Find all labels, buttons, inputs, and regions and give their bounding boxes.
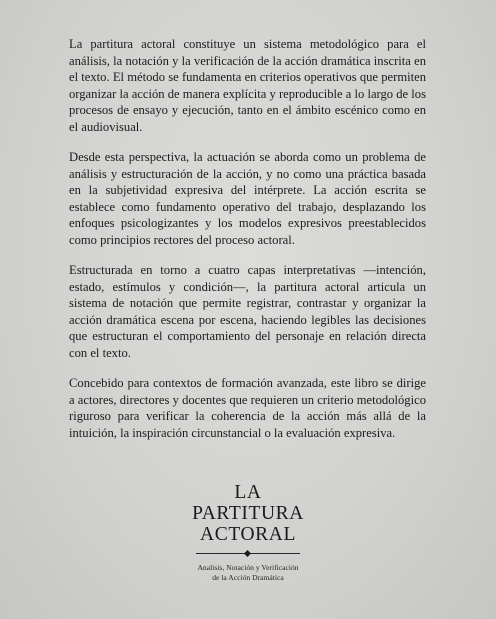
subtitle-line-1: Analisis, Notación y Verificación	[197, 563, 299, 572]
paragraph-2: Desde esta perspectiva, la actuación se aborda como un problema de análisis y estructuración de la acción, y no como una práctica basada en la subjetividad expresiva del intérprete. La acción escrita se establece como fundamento operativo del trabajo, desplazando los enfoques psicologizantes y los modelos expresivos preestablecidos como principios rectores del proceso actoral.	[69, 150, 426, 247]
subtitle-line-2: de la Acción Dramática	[212, 572, 284, 582]
title-line-3: ACTORAL	[200, 524, 296, 545]
title-line-2: PARTITURA	[192, 503, 304, 524]
synopsis	[69, 36, 426, 455]
paragraph-3: Estructurada en torno a cuatro capas interpretativas —intención, estado, estímulos y condición—, la partitura actoral articula un sistema de notación que permite registrar, contrastar y organizar la acción dramática escena por escena, haciendo legibles las decisiones que estructuran el comportamiento del personaje en relación directa con el texto.	[69, 263, 426, 360]
diamond-icon	[244, 549, 251, 556]
title-line-1: LA	[234, 482, 262, 503]
book-title-block	[0, 482, 496, 582]
paragraph-1: La partitura actoral constituye un sistema metodológico para el análisis, la notación y la verificación de la acción dramática inscrita en el texto. El método se fundamenta en criterios operativos que permiten organizar la acción de manera explícita y reproducible a lo largo de los procesos de ensayo y ejecución, tanto en el ámbito escénico como en el audiovisual.	[69, 37, 426, 134]
paragraph-4: Concebido para contextos de formación avanzada, este libro se dirige a actores, directores y docentes que requieren un criterio metodológico riguroso para verificar la coherencia de la acción más allá de la intuición, la inspiración circunstancial o la evaluación expresiva.	[69, 376, 426, 440]
divider-ornament	[196, 550, 300, 557]
